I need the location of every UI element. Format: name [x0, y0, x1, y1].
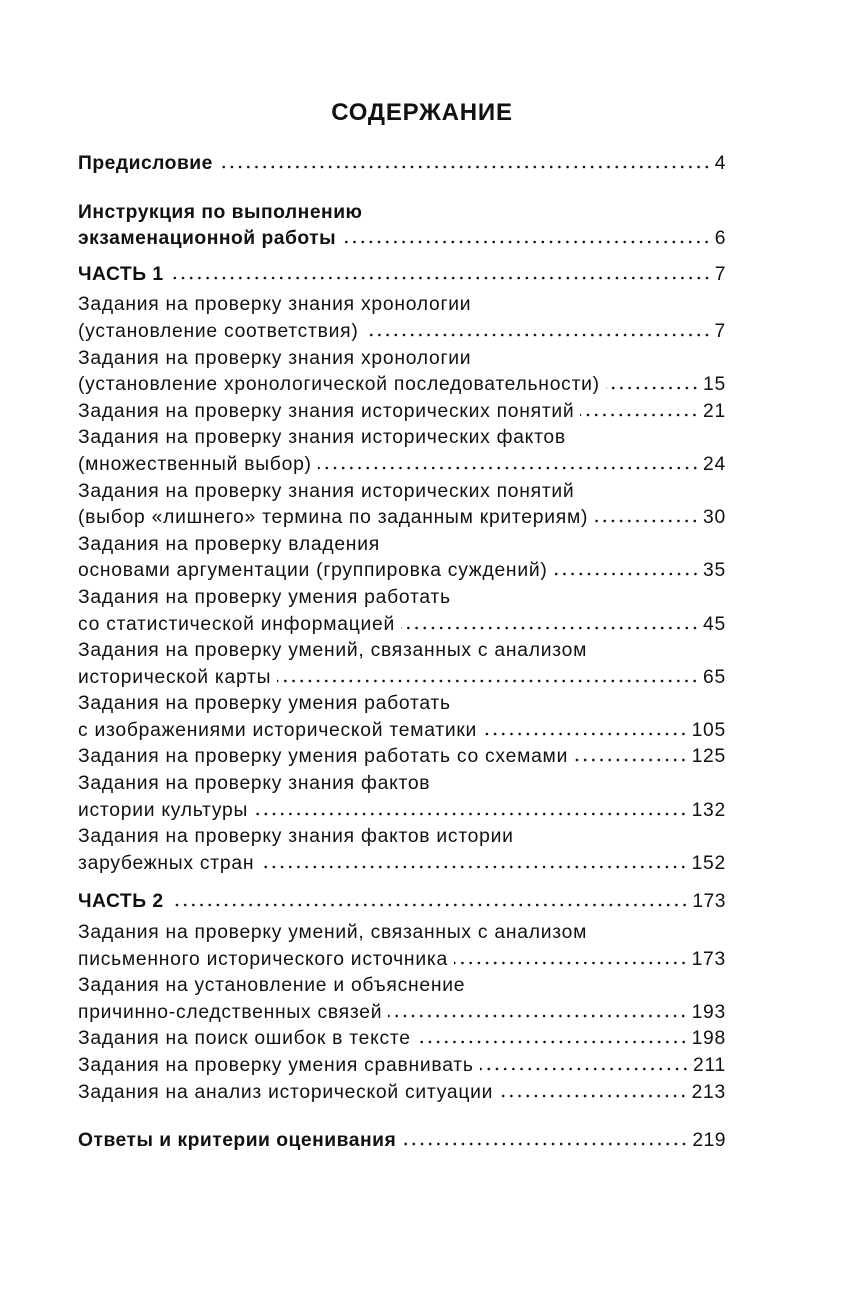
- dot-leader: [554, 568, 700, 576]
- dot-leader: [219, 161, 711, 169]
- toc-entry-last-line: [78, 851, 726, 878]
- toc-entry-text: (выбор «лишнего» термина по заданным критериям): [78, 507, 589, 529]
- dot-leader: [170, 272, 711, 280]
- toc-entry: [78, 425, 726, 478]
- toc-entry-last-line: [78, 947, 726, 974]
- page-number: 6: [714, 228, 726, 250]
- toc-entry-last-line: [78, 452, 726, 479]
- toc-entry-last-line: [78, 1080, 726, 1107]
- toc-entry: [78, 399, 726, 426]
- toc-entry-text: Задания на проверку знания хронологии: [78, 294, 472, 316]
- toc-entry-last-line: [78, 319, 726, 346]
- toc-entry-last-line: [78, 1026, 726, 1053]
- toc-entry: [78, 1026, 726, 1053]
- dot-leader: [499, 1090, 687, 1098]
- toc-entry-text: исторической карты: [78, 666, 272, 688]
- dot-leader: [254, 808, 687, 816]
- page-number: 152: [691, 852, 726, 874]
- toc-entry-text: причинно-следственных связей: [78, 1001, 383, 1023]
- dot-leader: [318, 462, 699, 470]
- toc-entry: [78, 479, 726, 532]
- toc-entry-text: ЧАСТЬ 1: [78, 263, 164, 285]
- page-number: 193: [691, 1001, 726, 1023]
- dot-leader: [365, 329, 711, 337]
- toc-entry-text: Задания на проверку знания фактов: [78, 773, 431, 795]
- toc-entry: [78, 638, 726, 691]
- toc-entry-text: истории культуры: [78, 799, 249, 821]
- toc-entry-text: ЧАСТЬ 2: [78, 891, 164, 913]
- toc-entry-last-line: [78, 1053, 726, 1080]
- toc-entry-last-line: [78, 558, 726, 585]
- toc-entry: [78, 262, 726, 289]
- toc-entry-text: Задания на поиск ошибок в тексте: [78, 1028, 411, 1050]
- toc-entry-text: с изображениями исторической тематики: [78, 719, 478, 741]
- dot-leader: [454, 957, 688, 965]
- toc-entry: [78, 1128, 726, 1155]
- toc-entry-text: Задания на проверку умения сравнивать: [78, 1055, 474, 1076]
- toc-entry-text: письменного исторического источника: [78, 948, 448, 970]
- dot-leader: [260, 861, 687, 869]
- toc-entry-text: Задания на анализ исторической ситуации: [78, 1081, 494, 1103]
- dot-leader: [417, 1036, 688, 1044]
- toc-entry-last-line: [78, 151, 726, 178]
- page-number: 7: [714, 320, 726, 342]
- toc-entry-last-line: [78, 612, 726, 639]
- toc-entry-text: Задания на проверку знания хронологии: [78, 347, 472, 369]
- toc-entry-last-line: [78, 798, 726, 825]
- toc-entry-text: Задания на проверку знания исторических фактов: [78, 427, 566, 449]
- toc-entry-text: (установление соответствия): [78, 320, 359, 342]
- dot-leader: [594, 515, 699, 523]
- toc-entry-text: Задания на проверку знания фактов истории: [78, 826, 514, 848]
- toc-entry-text: Задания на проверку знания исторических понятий: [78, 480, 575, 502]
- toc-entry-text: Ответы и критерии оценивания: [78, 1130, 397, 1152]
- page-number: 211: [693, 1055, 726, 1076]
- dot-leader: [483, 728, 688, 736]
- toc-entry-text: (множественный выбор): [78, 453, 312, 475]
- toc-entry: [78, 200, 726, 253]
- toc-entry: [78, 292, 726, 345]
- toc-entry: [78, 585, 726, 638]
- page-number: 125: [691, 746, 726, 768]
- page-number: 45: [703, 613, 726, 635]
- dot-leader: [388, 1010, 687, 1018]
- toc-entry-text: Задания на установление и объяснение: [78, 975, 466, 997]
- toc-entry: [78, 1053, 726, 1080]
- toc-entry-last-line: [78, 399, 726, 426]
- toc-entry-last-line: [78, 889, 726, 916]
- table-of-contents: [78, 151, 726, 1155]
- toc-entry-text: (установление хронологической последовательности): [78, 374, 600, 396]
- toc-entry: [78, 889, 726, 916]
- page-number: 24: [703, 453, 726, 475]
- page-number: 198: [691, 1028, 726, 1050]
- dot-leader: [580, 409, 699, 417]
- dot-leader: [402, 1138, 688, 1146]
- dot-leader: [480, 1063, 689, 1071]
- toc-entry-text: основами аргументации (группировка суждений): [78, 560, 548, 582]
- toc-entry-text: Задания на проверку умения работать со схемами: [78, 746, 569, 768]
- toc-entry-text: Предисловие: [78, 153, 213, 174]
- dot-leader: [277, 675, 699, 683]
- page-number: 7: [714, 263, 726, 285]
- toc-entry: [78, 744, 726, 771]
- toc-entry-text: Задания на проверку знания исторических понятий: [78, 400, 575, 422]
- page-number: 15: [703, 374, 726, 396]
- toc-entry-last-line: [78, 1128, 726, 1155]
- page-number: 173: [692, 891, 726, 913]
- page-number: 35: [703, 560, 726, 582]
- page-number: 4: [714, 153, 726, 174]
- toc-entry-last-line: [78, 744, 726, 771]
- toc-entry: [78, 151, 726, 178]
- dot-leader: [606, 382, 699, 390]
- toc-entry-last-line: [78, 718, 726, 745]
- dot-leader: [574, 754, 687, 762]
- toc-entry-text: Задания на проверку умения работать: [78, 586, 451, 608]
- toc-entry-text: Задания на проверку умений, связанных с анализом: [78, 922, 588, 944]
- page-number: 219: [692, 1130, 726, 1152]
- toc-entry: [78, 532, 726, 585]
- page-number: 30: [703, 507, 726, 529]
- toc-entry-text: Задания на проверку умений, связанных с анализом: [78, 640, 588, 662]
- toc-entry: [78, 691, 726, 744]
- toc-entry-text: Задания на проверку умения работать: [78, 693, 451, 715]
- page-number: 21: [703, 400, 726, 422]
- page-number: 132: [691, 799, 726, 821]
- toc-entry-text: зарубежных стран: [78, 852, 255, 874]
- page-number: 105: [691, 719, 726, 741]
- toc-entry-text: со статистической информацией: [78, 613, 396, 635]
- page-number: 173: [691, 948, 726, 970]
- toc-entry-last-line: [78, 1000, 726, 1027]
- toc-entry-last-line: [78, 262, 726, 289]
- toc-entry: [78, 346, 726, 399]
- page-title: СОДЕРЖАНИЕ: [331, 99, 513, 126]
- dot-leader: [401, 622, 699, 630]
- page-number: 65: [703, 666, 726, 688]
- toc-entry-last-line: [78, 505, 726, 532]
- toc-entry: [78, 824, 726, 877]
- toc-entry-text: экзаменационной работы: [78, 228, 337, 250]
- toc-entry: [78, 771, 726, 824]
- page-number: 213: [691, 1081, 726, 1103]
- toc-entry: [78, 973, 726, 1026]
- toc-entry: [78, 1080, 726, 1107]
- toc-entry-text: Инструкция по выполнению: [78, 201, 363, 223]
- toc-entry: [78, 920, 726, 973]
- toc-entry-last-line: [78, 226, 726, 253]
- toc-entry-last-line: [78, 372, 726, 399]
- dot-leader: [342, 236, 711, 244]
- dot-leader: [170, 899, 689, 907]
- toc-entry-last-line: [78, 665, 726, 692]
- toc-entry-text: Задания на проверку владения: [78, 533, 380, 555]
